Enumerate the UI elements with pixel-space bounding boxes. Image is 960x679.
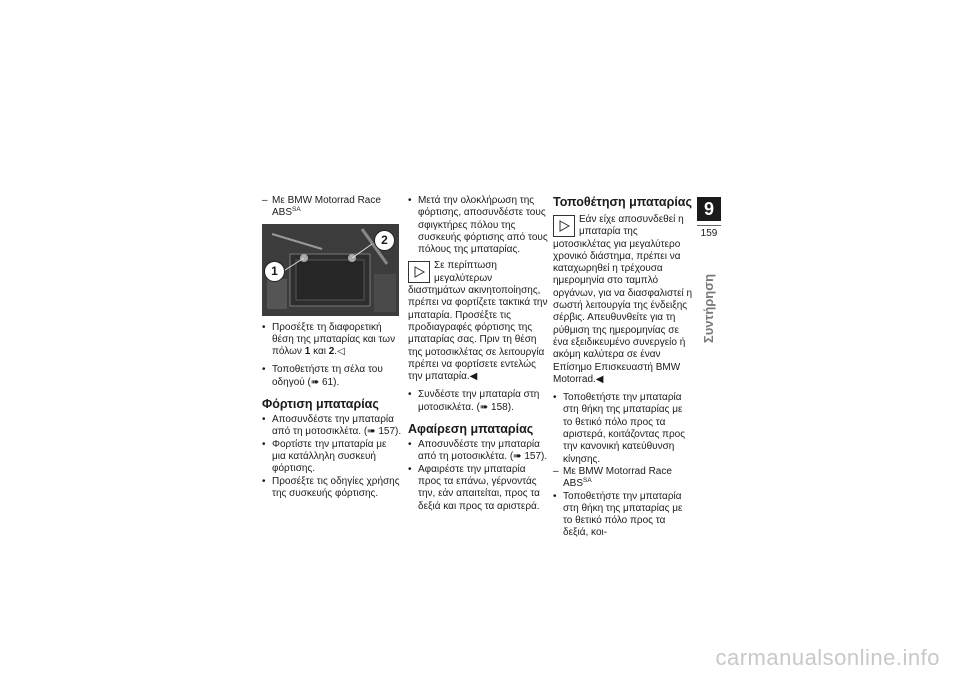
heading-installation: Τοποθέτηση μπαταρίας [553, 195, 692, 209]
bullet-insert-battery-race: • Τοποθετήστε την μπαταρία στη θήκη της μπαταρίας με το θετικό πόλο προς τα δεξιά, κοι- [553, 490, 683, 539]
watermark: carmanualsonline.info [715, 645, 940, 670]
dash-item-race-abs: – Με BMW Motorrad Race $ABS^{SA}$ [262, 195, 381, 219]
dash-item-race-abs-2: – Με BMW Motorrad Race $ABS^{SA}$ [553, 465, 672, 490]
play-triangle-icon [408, 261, 430, 283]
bullet-disconnect: • Αποσυνδέστε την μπαταρία από τη μοτοσικλέτα. (➠ 157). [262, 414, 402, 438]
bullet-install-seat: • Τοποθετήστε τη σέλα του οδηγού (➠ 61). [262, 364, 383, 388]
play-triangle-icon [553, 215, 575, 237]
bullet-battery-position: • Προσέξτε τη διαφορετική θέση της μπαταρίας και των πόλων 1 και 2.◁ [262, 321, 396, 358]
chapter-title: Συντήρηση [701, 273, 717, 343]
bullet-after-charging: • Μετά την ολοκλήρωση της φόρτισης, αποσυνδέστε τους σφιγκτήρες πόλου της συσκευής φόρτισης από τους πόλους της μπαταρίας. [408, 195, 548, 256]
callout-2: 2 [374, 230, 395, 251]
chapter-number: 9 [697, 197, 721, 221]
bullet-insert-battery: • Τοποθετήστε την μπαταρία στη θήκη της μπαταρίας με το θετικό πόλο προς τα αριστερά, κοιτάζοντας προς την κανονική κατεύθυνση κίνησης. [553, 392, 686, 465]
column-1 [262, 195, 402, 500]
page-number: 159 [697, 225, 721, 239]
column-2 [408, 195, 548, 513]
bullet-instructions: • Προσέξτε τις οδηγίες χρήσης της συσκευής φόρτισης. [262, 475, 400, 499]
bullet-charge: • Φορτίστε την μπαταρία με μια κατάλληλη συσκευή φόρτισης. [262, 438, 387, 475]
note-date-setting: Εάν είχε αποσυνδεθεί η μπαταρία της μοτοσικλέτας για μεγαλύτερο χρονικό διάστημα, πρέπει να καταχωρηθεί η τρέχουσα ημερομηνία στο ταμπλό οργάνων, για να διασφαλιστεί η σωστή λειτουργία της ένδειξης σέρβις. Απευθυνθείτε για τη ρύθμιση της ημερομηνίας σε ένα εξειδικευμένο συνεργείο ή ακόμη καλύτερα σε έναν Επίσημο Επισκευαστή BMW Motorrad.◀ [553, 214, 693, 385]
bullet-remove-battery: • Αφαιρέστε την μπαταρία προς τα επάνω, γέρνοντάς την, εάν απαιτείται, προς τα δεξιά και προς τα αριστερά. [408, 463, 540, 512]
bullet-connect: • Συνδέστε την μπαταρία στη μοτοσικλέτα. (➠ 158). [408, 389, 540, 413]
note-long-standstill: Σε περίπτωση μεγαλύτερων διαστημάτων ακινητοποίησης, πρέπει να φορτίζετε τακτικά την μπαταρία. Προσέξτε τις προδιαγραφές φόρτισης της μπαταρίας σας. Πριν τη θέση της μοτοσικλέτας σε λειτουργία πρέπει να φορτίσετε εντελώς την μπαταρία.◀ [408, 260, 548, 383]
callout-1: 1 [264, 261, 285, 282]
heading-removal: Αφαίρεση μπαταρίας [408, 422, 534, 437]
chapter-tab [697, 197, 721, 239]
column-3 [553, 195, 693, 540]
heading-charging: Φόρτιση μπαταρίας [262, 397, 379, 412]
bullet-disconnect-2: • Αποσυνδέστε την μπαταρία από τη μοτοσικλέτα. (➠ 157). [408, 439, 548, 463]
battery-photo [262, 224, 399, 316]
